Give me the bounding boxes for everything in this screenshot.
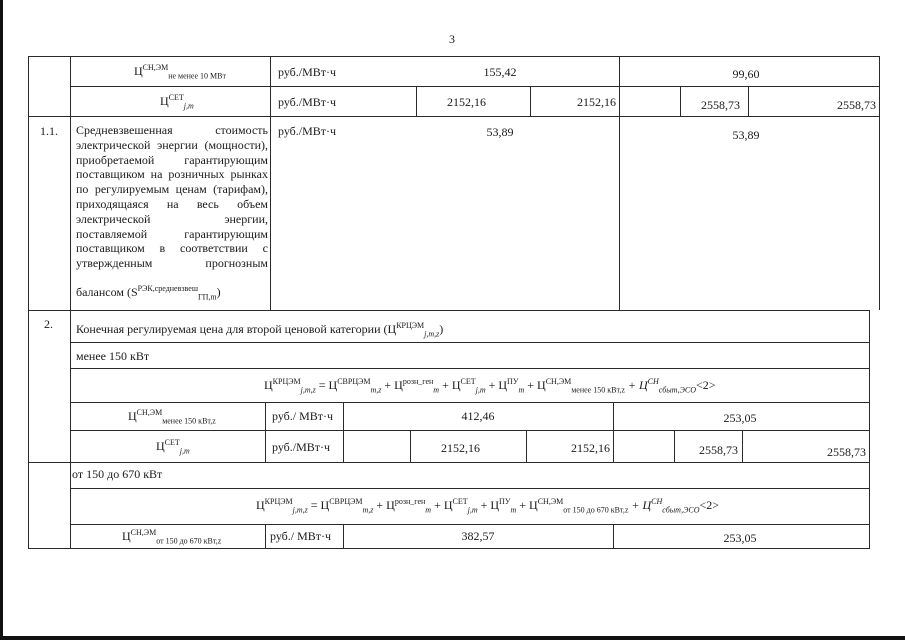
r3-value-2: 53,89: [732, 128, 760, 142]
r1-indicator: $Ц^{СН,ЭМ}_{не менее 10 МВт}$: [134, 63, 226, 81]
scan-edge-bottom: [0, 636, 905, 640]
r7-value-2: 253,05: [723, 411, 757, 425]
r3-unit: руб./МВт·ч: [278, 124, 337, 138]
r11-value-2: 253,05: [723, 531, 757, 545]
r8-unit: руб./МВт·ч: [272, 440, 331, 454]
r3-value-1: 53,89: [486, 125, 514, 139]
r10-formula: $Ц^{КРЦЭМ}_{j,m,z} = Ц^{СВРЦЭМ}_{m,z} + Ц^{розн\_ген}_m + Ц^{СЕТ}_{j,m} + Ц^{ПУ}_m + Ц^{СН,ЭМ}_{от 150 до 670 кВт,z} + Ц^{СН}_{сбыт,ЭСО}<2>$: [256, 497, 720, 515]
r8-indicator: $Ц^{СЕТ}_{j,m}$: [156, 438, 190, 456]
r7-indicator: $Ц^{СН,ЭМ}_{менее 150 кВт,z}$: [128, 408, 216, 426]
r11-unit: руб./ МВт·ч: [270, 529, 332, 543]
r1-value-1: 155,42: [483, 65, 517, 79]
scan-edge-left: [0, 0, 3, 640]
r1-unit: руб./МВт·ч: [278, 65, 337, 79]
r2-value-1: 2152,16: [447, 95, 486, 109]
r3-number: 1.1.: [40, 124, 58, 138]
r9-label: от 150 до 670 кВт: [72, 467, 163, 481]
r3-description-end: балансом $(S^{РЭК,средневзвеш}_{ГП,m})$: [76, 284, 221, 302]
r7-unit: руб./ МВт·ч: [272, 409, 334, 423]
page-number: 3: [449, 32, 455, 46]
r11-value-1: 382,57: [461, 529, 495, 543]
r2-value-2: 2152,16: [577, 95, 616, 109]
r2-value-3: 2558,73: [701, 98, 740, 112]
r4-number: 2.: [44, 317, 53, 331]
r8-value-1: 2152,16: [441, 441, 480, 455]
r8-value-4: 2558,73: [827, 445, 866, 459]
r11-indicator: $Ц^{СН,ЭМ}_{от 150 до 670 кВт,z}$: [122, 528, 222, 546]
r6-formula: $Ц^{КРЦЭМ}_{j,m,z} = Ц^{СВРЦЭМ}_{m,z} + Ц^{розн\_ген}_m + Ц^{СЕТ}_{j,m} + Ц^{ПУ}_m + Ц^{СН,ЭМ}_{менее 150 кВт,z} + Ц^{СН}_{сбыт,ЭСО}<2>$: [264, 377, 716, 395]
r2-indicator: $Ц^{СЕТ}_{j,m}$: [160, 93, 194, 111]
r2-unit: руб./МВт·ч: [278, 95, 337, 109]
r1-value-2: 99,60: [732, 67, 760, 81]
r5-label: менее 150 кВт: [76, 349, 150, 363]
r8-value-2: 2152,16: [571, 441, 610, 455]
r8-value-3: 2558,73: [699, 443, 738, 457]
r7-value-1: 412,46: [461, 409, 495, 423]
r2-value-4: 2558,73: [837, 98, 876, 112]
r3-description: Средневзвешенная стоимость электрической энергии (мощности), приобретаемой гарантирующим поставщиком на розничных рынках по регулируемым ценам (тарифам), приходящаяся на весь объем электрической энергии, поставляемой гарантирующим поставщиком в соответствии с утвержденным прогнозным: [76, 123, 268, 271]
r4-title: Конечная регулируемая цена для второй ценовой категории $(Ц^{КРЦЭМ}_{j,m,z})$: [76, 321, 444, 339]
